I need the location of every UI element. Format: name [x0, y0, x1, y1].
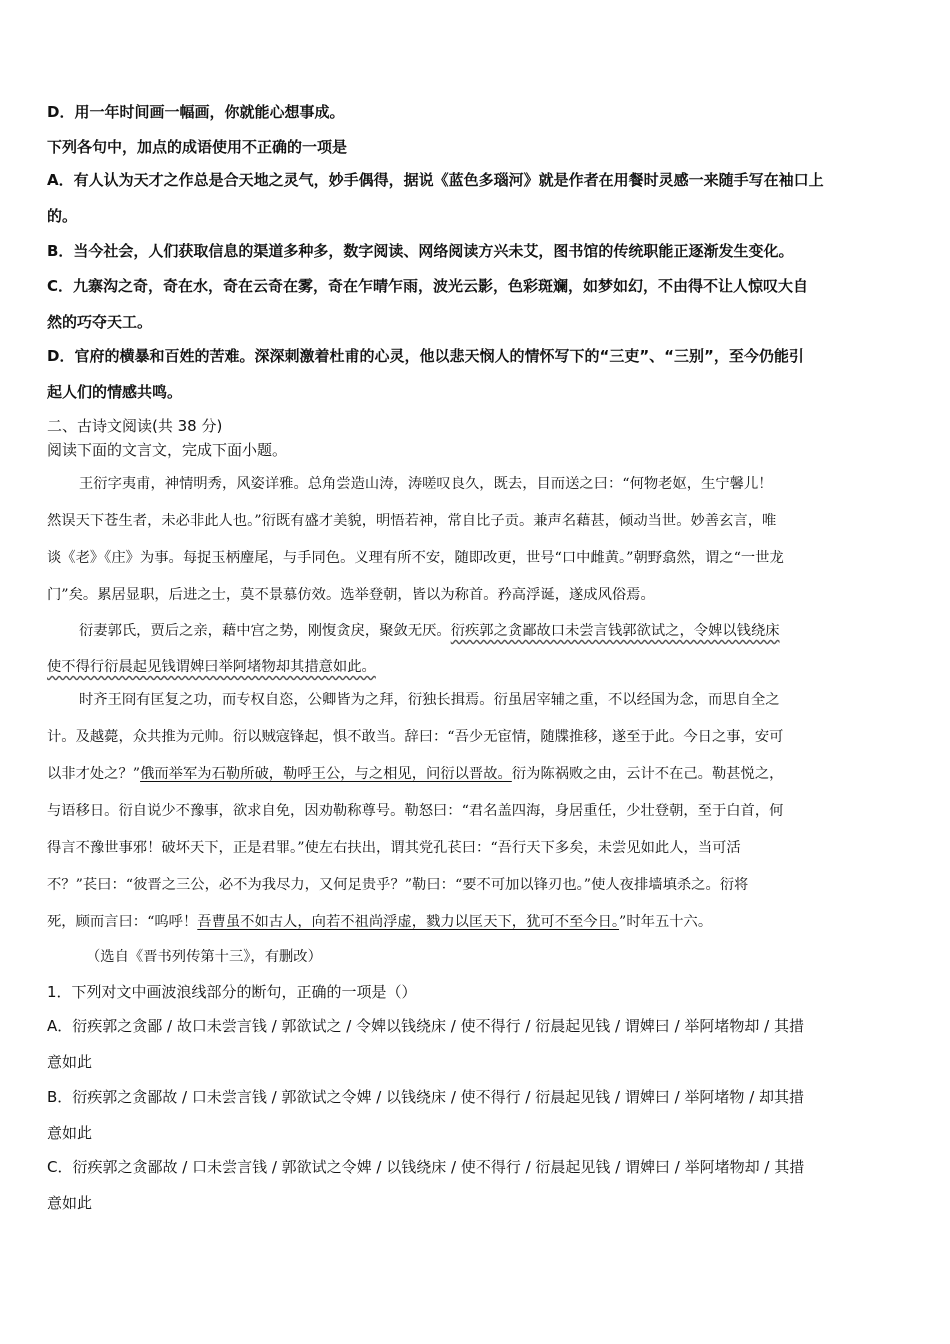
- q1-option-c-line2: 意如此: [47, 1194, 93, 1212]
- passage-source: （选自《晋书列传第十三》，有删改）: [86, 949, 322, 965]
- passage-p3-l7-start: 死，顾而言曰：“呜呼！: [47, 914, 198, 930]
- underlined-sentence-1: 俄而举军为石勒所破，勒呼王公，与之相见，问衍以晋故。: [140, 766, 512, 782]
- option-c-line1: C．九寨沟之奇，奇在水，奇在云奇在雾，奇在乍晴乍雨，波光云影，色彩斑斓，如梦如幻，不由得不让人惊叹大自: [47, 277, 809, 295]
- passage-p3-line4: 与语移日。衍自说少不豫事，欲求自免，因劝勒称尊号。勒怒曰：“君名盖四海，身居重任，少壮登朝，至于白首，何: [47, 803, 784, 819]
- passage-p2-line1: [79, 621, 780, 641]
- passage-p3-l3-start: 以非才处之？”: [47, 766, 141, 782]
- underlined-sentence-2: 吾曹虽不如古人，向若不祖尚浮虚，戮力以匡天下，犹可不至今日。: [197, 914, 620, 930]
- option-a-line2: 的。: [47, 207, 78, 225]
- q1-stem: 1．下列对文中画波浪线部分的断句，正确的一项是（）: [47, 983, 417, 1001]
- wavy-segment-1: 衍疾郭之贪鄙故口未尝言钱郭欲试之，令婢以钱绕床: [450, 623, 780, 639]
- passage-p1-line1: 王衍字夷甫，神情明秀，风姿详雅。总角尝造山涛，涛嗟叹良久，既去，目而送之曰：“何物老妪，生宁馨儿！: [79, 476, 773, 492]
- passage-p3-line5: 得言不豫世事邪！破坏天下，正是君罪。”使左右扶出，谓其党孔苌曰：“吾行天下多矣，未尝见如此人，当可活: [47, 840, 741, 856]
- option-d-line2: 起人们的情感共鸣。: [47, 383, 183, 401]
- option-b: B．当今社会，人们获取信息的渠道多种多，数字阅读、网络阅读方兴未艾，图书馆的传统职能正逐渐发生变化。: [47, 242, 794, 260]
- passage-p3-line2: 计。及越薨，众共推为元帅。衍以贼寇锋起，惧不敢当。辞曰：“吾少无宦情，随牒推移，遂至于此。今日之事，安可: [47, 729, 784, 745]
- passage-p1-line4: 门”矣。累居显职，后进之士，莫不景慕仿效。选举登朝，皆以为称首。矜高浮诞，遂成风俗焉。: [47, 587, 655, 603]
- wavy-segment-2: 使不得行衍晨起见钱谓婢曰举阿堵物却其措意如此。: [47, 659, 376, 675]
- q1-option-b-line2: 意如此: [47, 1124, 93, 1142]
- option-a-line1: A．有人认为天才之作总是合天地之灵气，妙手偶得，据说《蓝色多瑙河》就是作者在用餐时灵感一来随手写在袖口上: [47, 171, 824, 189]
- option-c-line2: 然的巧夺天工。: [47, 313, 153, 331]
- passage-p3-l3-end: 衍为陈祸败之由，云计不在己。勒甚悦之，: [511, 766, 784, 782]
- passage-p2-line2: [47, 657, 376, 677]
- passage-p3-line1: 时齐王冏有匡复之功，而专权自恣，公卿皆为之拜，衍独长揖焉。衍虽居宰辅之重，不以经国为念，而思自全之: [79, 692, 780, 708]
- passage-p3-l7-end: ”时年五十六。: [619, 914, 713, 930]
- q1-option-c-line1: C．衍疾郭之贪鄙故 / 口未尝言钱 / 郭欲试之令婢 / 以钱绕床 / 使不得行 / 衍晨起见钱 / 谓婢曰 / 举阿堵物却 / 其措: [47, 1158, 805, 1176]
- q1-option-a-line2: 意如此: [47, 1053, 93, 1071]
- option-d-line1: D．官府的横暴和百姓的苦难。深深刺激着杜甫的心灵，他以悲天悯人的情怀写下的“三吏”、“三别”，至今仍能引: [47, 347, 804, 365]
- prev-option-d: D．用一年时间画一幅画，你就能心想事成。: [47, 103, 345, 121]
- passage-p1-line2: 然误天下苍生者，未必非此人也。”衍既有盛才美貌，明悟若神，常自比子贡。兼声名藉甚，倾动当世。妙善玄言，唯: [47, 513, 777, 529]
- passage-p2-plain: 衍妻郭氏，贾后之亲，藉中宫之势，刚愎贪戾，聚敛无厌。: [79, 623, 451, 639]
- question-stem: 下列各句中，加点的成语使用不正确的一项是: [47, 138, 348, 156]
- passage-p3-line7: [47, 912, 712, 932]
- passage-p1-line3: 谈《老》《庄》为事。每捉玉柄麈尾，与手同色。义理有所不安，随即改更，世号“口中雌黄。”朝野翕然，谓之“一世龙: [47, 550, 784, 566]
- passage-p3-line3: [47, 764, 783, 784]
- section-heading: 二、古诗文阅读(共 38 分): [47, 417, 223, 435]
- q1-option-b-line1: B．衍疾郭之贪鄙故 / 口未尝言钱 / 郭欲试之令婢 / 以钱绕床 / 使不得行 / 衍晨起见钱 / 谓婢曰 / 举阿堵物 / 却其措: [47, 1088, 805, 1106]
- reading-instruction: 阅读下面的文言文，完成下面小题。: [47, 441, 288, 459]
- q1-option-a-line1: A．衍疾郭之贪鄙 / 故口未尝言钱 / 郭欲试之 / 令婢以钱绕床 / 使不得行 / 衍晨起见钱 / 谓婢曰 / 举阿堵物却 / 其措: [47, 1017, 804, 1035]
- passage-p3-line6: 不？”苌曰：“彼晋之三公，必不为我尽力，又何足贵乎？”勒曰：“要不可加以锋刃也。”使人夜排墙填杀之。衍将: [47, 877, 749, 893]
